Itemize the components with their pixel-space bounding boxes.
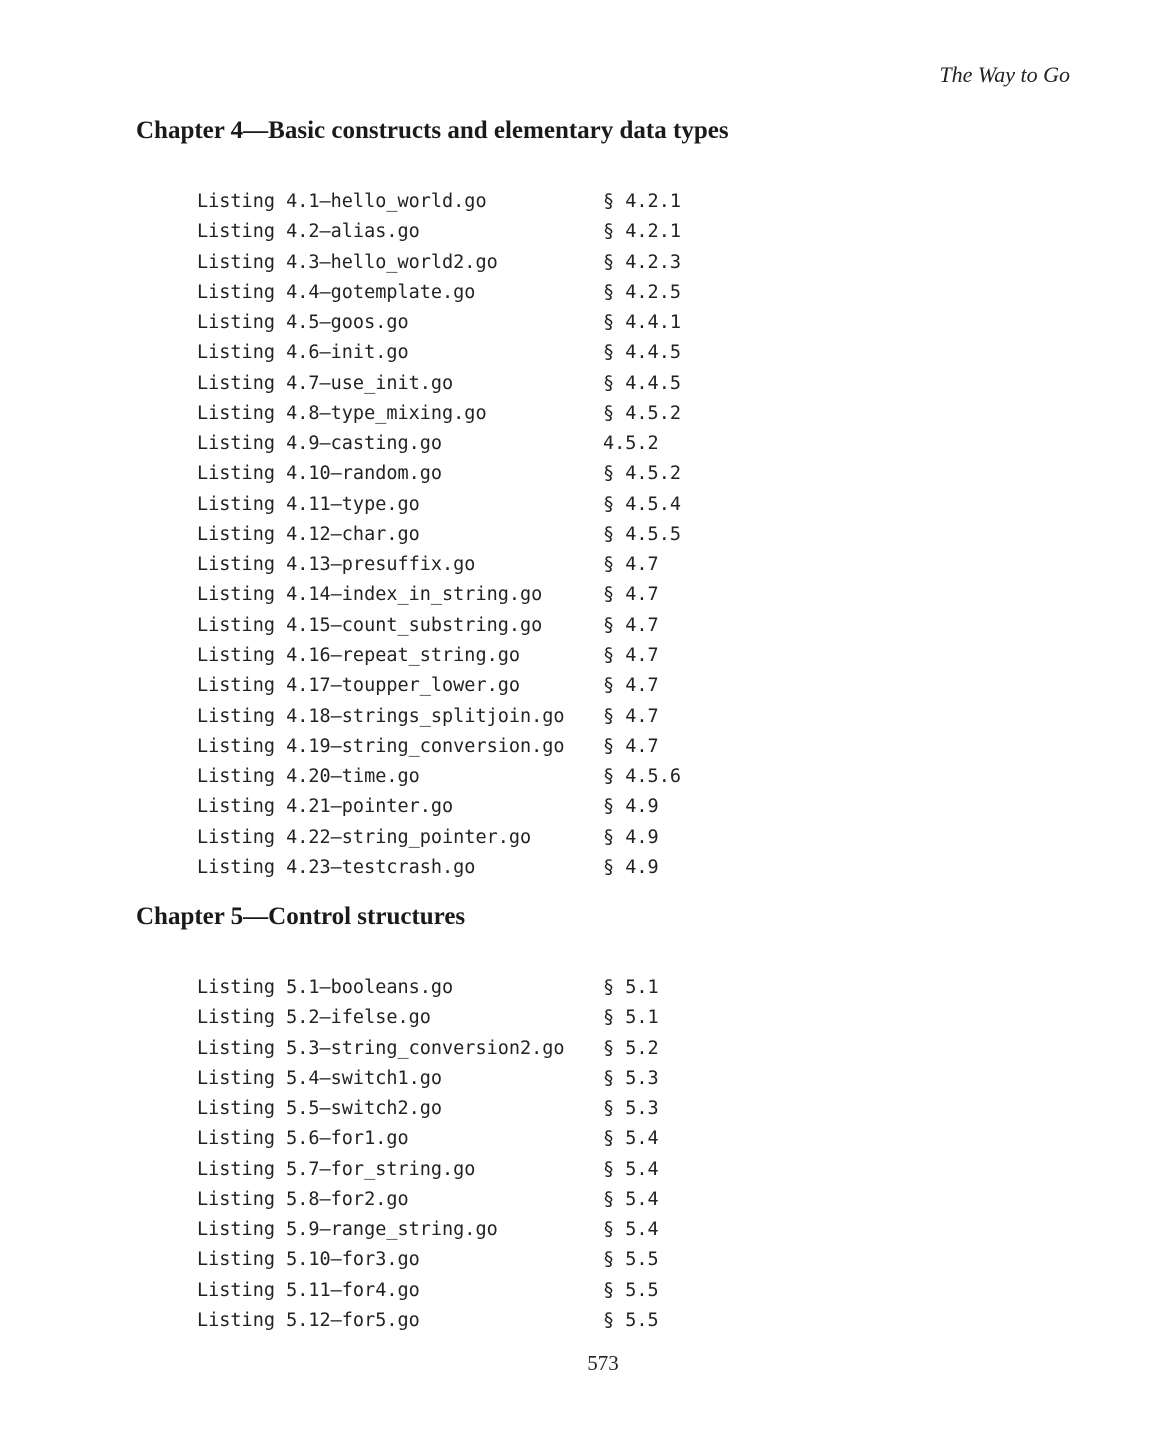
- listing-row: [197, 550, 1036, 580]
- listing-name: Listing 4.13—presuffix.go: [197, 554, 476, 576]
- listing-row: [197, 973, 1036, 1003]
- listing-name: Listing 4.14—index_in_string.go: [197, 584, 543, 606]
- listing-name: Listing 5.7—for_string.go: [197, 1158, 476, 1180]
- listing-row: [197, 369, 1036, 399]
- listing-row: [197, 1124, 1036, 1154]
- section-reference: § 4.5.4: [603, 493, 681, 515]
- listing-name: Listing 5.12—for5.go: [197, 1309, 420, 1331]
- section-reference: § 5.2: [603, 1037, 659, 1059]
- listing-name: Listing 4.7—use_init.go: [197, 372, 454, 394]
- section-reference: § 5.4: [603, 1158, 659, 1180]
- listing-name: Listing 4.21—pointer.go: [197, 796, 454, 818]
- listing-row: [197, 429, 1036, 459]
- listing-row: [197, 732, 1036, 762]
- section-reference: § 4.5.5: [603, 523, 681, 545]
- listing-name: Listing 4.3—hello_world2.go: [197, 251, 498, 273]
- section-reference: § 5.3: [603, 1067, 659, 1089]
- chapter-section: [136, 115, 1036, 883]
- section-reference: § 5.4: [603, 1219, 659, 1241]
- listing-row: [197, 308, 1036, 338]
- section-reference: § 5.5: [603, 1279, 659, 1301]
- listing-name: Listing 5.10—for3.go: [197, 1249, 420, 1271]
- listing-row: [197, 671, 1036, 701]
- section-reference: § 4.7: [603, 675, 659, 697]
- listing-name: Listing 4.16—repeat_string.go: [197, 644, 521, 666]
- section-reference: § 5.3: [603, 1098, 659, 1120]
- listing-row: [197, 792, 1036, 822]
- listing-row: [197, 823, 1036, 853]
- chapter-title: Chapter 4—Basic constructs and elementary data types: [136, 117, 729, 144]
- listing-name: Listing 4.15—count_substring.go: [197, 614, 543, 636]
- section-reference: § 4.2.1: [603, 221, 681, 243]
- listing-row: [197, 853, 1036, 883]
- listing-name: Listing 4.19—string_conversion.go: [197, 735, 565, 757]
- chapter-section: [136, 901, 1036, 1336]
- section-reference: § 4.4.1: [603, 312, 681, 334]
- section-reference: § 5.5: [603, 1309, 659, 1331]
- listing-row: [197, 520, 1036, 550]
- section-reference: 4.5.2: [603, 433, 659, 455]
- listing-row: [197, 702, 1036, 732]
- listing-row: [197, 1003, 1036, 1033]
- listing-row: [197, 399, 1036, 429]
- listing-name: Listing 5.1—booleans.go: [197, 977, 454, 998]
- section-reference: § 5.1: [603, 1007, 659, 1029]
- listing-row: [197, 641, 1036, 671]
- listing-name: Listing 4.4—gotemplate.go: [197, 281, 476, 303]
- listing-name: Listing 5.2—ifelse.go: [197, 1007, 431, 1029]
- listing-name: Listing 4.1—hello_world.go: [197, 191, 487, 212]
- listing-name: Listing 4.23—testcrash.go: [197, 856, 476, 878]
- listing-row: [197, 459, 1036, 489]
- listing-name: Listing 4.6—init.go: [197, 342, 409, 364]
- listing-row: [197, 762, 1036, 792]
- section-reference: § 4.2.3: [603, 251, 681, 273]
- listing-name: Listing 5.4—switch1.go: [197, 1067, 443, 1089]
- listing-name: Listing 4.9—casting.go: [197, 433, 443, 455]
- listing-row: [197, 611, 1036, 641]
- section-reference: § 5.1: [603, 977, 659, 998]
- section-reference: § 4.7: [603, 554, 659, 576]
- listing-name: Listing 4.2—alias.go: [197, 221, 420, 243]
- listing-row: [197, 1064, 1036, 1094]
- listing-name: Listing 5.3—string_conversion2.go: [197, 1037, 565, 1059]
- section-reference: § 4.9: [603, 796, 659, 818]
- section-reference: § 4.2.5: [603, 281, 681, 303]
- listing-name: Listing 5.11—for4.go: [197, 1279, 420, 1301]
- listing-row: [197, 1276, 1036, 1306]
- section-reference: § 5.5: [603, 1249, 659, 1271]
- section-reference: § 4.4.5: [603, 372, 681, 394]
- listing-list: [136, 187, 1036, 883]
- section-reference: § 4.7: [603, 644, 659, 666]
- section-reference: § 4.5.2: [603, 463, 681, 485]
- page-number: 573: [587, 1351, 619, 1375]
- section-reference: § 4.7: [603, 614, 659, 636]
- listing-name: Listing 4.18—strings_splitjoin.go: [197, 705, 565, 727]
- section-reference: § 4.9: [603, 826, 659, 848]
- listing-name: Listing 4.5—goos.go: [197, 312, 409, 334]
- listing-row: [197, 1215, 1036, 1245]
- listing-name: Listing 4.8—type_mixing.go: [197, 402, 487, 424]
- listing-row: [197, 338, 1036, 368]
- listing-list: [136, 973, 1036, 1336]
- listing-name: Listing 4.17—toupper_lower.go: [197, 675, 521, 697]
- listing-name: Listing 4.20—time.go: [197, 766, 420, 788]
- running-head-title: The Way to Go: [939, 62, 1070, 87]
- listing-name: Listing 4.22—string_pointer.go: [197, 826, 532, 848]
- listing-row: [197, 1306, 1036, 1336]
- listing-row: [197, 1185, 1036, 1215]
- listing-name: Listing 5.6—for1.go: [197, 1128, 409, 1150]
- section-reference: § 5.4: [603, 1188, 659, 1210]
- listing-name: Listing 4.10—random.go: [197, 463, 443, 485]
- section-reference: § 4.9: [603, 856, 659, 878]
- section-reference: § 4.7: [603, 735, 659, 757]
- section-reference: § 4.7: [603, 705, 659, 727]
- listing-row: [197, 580, 1036, 610]
- section-reference: § 4.5.2: [603, 402, 681, 424]
- chapter-title: Chapter 5—Control structures: [136, 903, 466, 930]
- section-reference: § 4.2.1: [603, 191, 681, 212]
- listing-row: [197, 278, 1036, 308]
- listing-row: [197, 1245, 1036, 1275]
- listing-name: Listing 5.8—for2.go: [197, 1188, 409, 1210]
- listing-row: [197, 1034, 1036, 1064]
- listing-name: Listing 5.5—switch2.go: [197, 1098, 443, 1120]
- listing-name: Listing 4.11—type.go: [197, 493, 420, 515]
- listing-row: [197, 490, 1036, 520]
- listing-name: Listing 4.12—char.go: [197, 523, 420, 545]
- section-reference: § 4.5.6: [603, 766, 681, 788]
- section-reference: § 4.4.5: [603, 342, 681, 364]
- listing-row: [197, 248, 1036, 278]
- listing-row: [197, 1094, 1036, 1124]
- section-reference: § 4.7: [603, 584, 659, 606]
- listing-name: Listing 5.9—range_string.go: [197, 1219, 498, 1241]
- listing-row: [197, 187, 1036, 217]
- section-reference: § 5.4: [603, 1128, 659, 1150]
- listing-row: [197, 1155, 1036, 1185]
- listing-row: [197, 217, 1036, 247]
